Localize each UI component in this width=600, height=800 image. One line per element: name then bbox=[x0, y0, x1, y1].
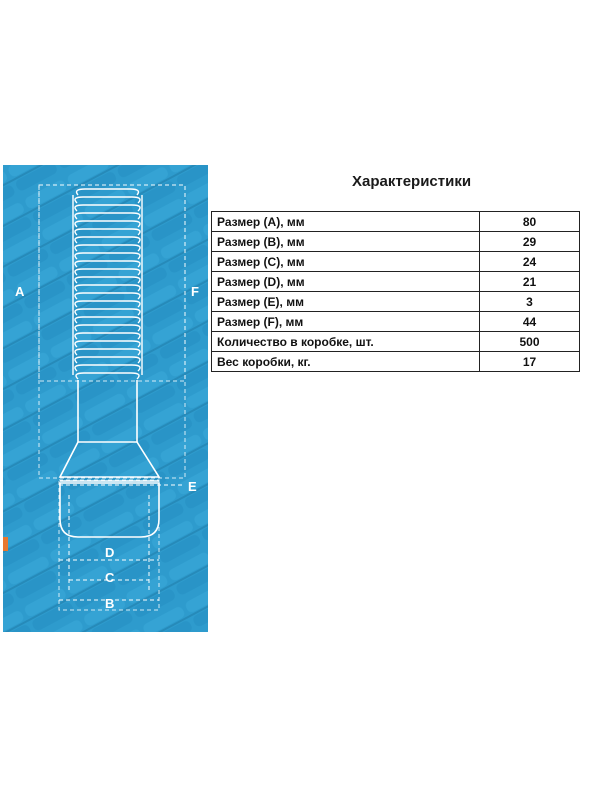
row-label: Размер (D), мм bbox=[212, 272, 480, 292]
row-label: Размер (B), мм bbox=[212, 232, 480, 252]
row-value: 21 bbox=[480, 272, 580, 292]
row-label: Количество в коробке, шт. bbox=[212, 332, 480, 352]
row-value: 17 bbox=[480, 352, 580, 372]
dimension-label-f: F bbox=[191, 284, 199, 299]
row-label: Размер (A), мм bbox=[212, 212, 480, 232]
table-row bbox=[212, 312, 580, 332]
dimension-label-c: C bbox=[105, 570, 115, 585]
table-row bbox=[212, 352, 580, 372]
dimension-label-e: E bbox=[188, 479, 197, 494]
table-row bbox=[212, 232, 580, 252]
row-label: Размер (F), мм bbox=[212, 312, 480, 332]
specs-title: Характеристики bbox=[352, 173, 472, 190]
row-value: 24 bbox=[480, 252, 580, 272]
dimension-label-d: D bbox=[105, 545, 115, 560]
table-row bbox=[212, 332, 580, 352]
dimension-label-b: B bbox=[105, 596, 115, 611]
dimension-label-a: A bbox=[15, 284, 25, 299]
row-value: 44 bbox=[480, 312, 580, 332]
row-value: 500 bbox=[480, 332, 580, 352]
specs-table bbox=[211, 211, 580, 372]
table-row bbox=[212, 272, 580, 292]
row-value: 3 bbox=[480, 292, 580, 312]
row-label: Вес коробки, кг. bbox=[212, 352, 480, 372]
row-label: Размер (C), мм bbox=[212, 252, 480, 272]
product-diagram bbox=[3, 165, 208, 632]
orange-marker bbox=[3, 537, 8, 551]
screw-drawing bbox=[3, 165, 208, 632]
row-label: Размер (E), мм bbox=[212, 292, 480, 312]
table-row bbox=[212, 212, 580, 232]
row-value: 80 bbox=[480, 212, 580, 232]
table-row bbox=[212, 292, 580, 312]
row-value: 29 bbox=[480, 232, 580, 252]
table-row bbox=[212, 252, 580, 272]
